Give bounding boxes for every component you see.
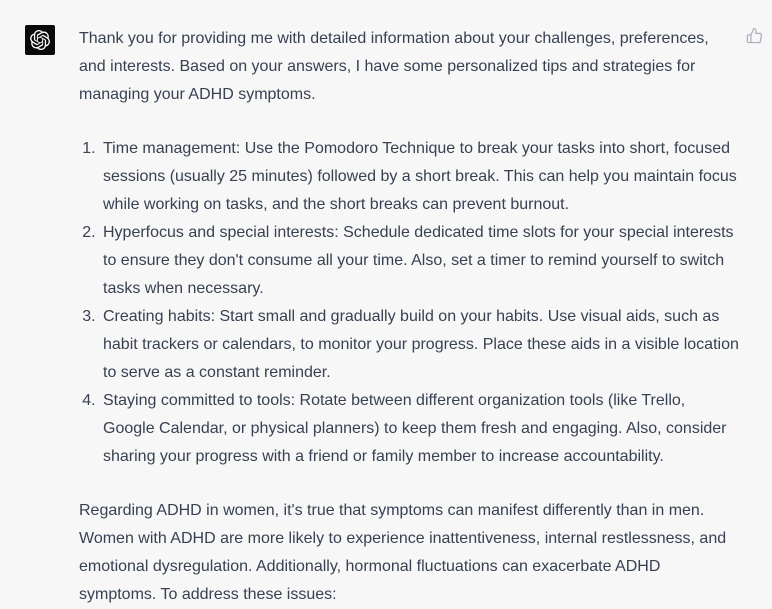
- assistant-avatar: [25, 25, 55, 55]
- closing-paragraph: Regarding ADHD in women, it's true that symptoms can manifest differently than in men. Women with ADHD are more likely to experience inattentiveness, internal restlessness, and emotional dysregulation. Additionally, hormonal fluctuations can exacerbate ADHD symptoms. To address these issues:: [79, 502, 727, 603]
- list-item-staying-committed: 4. Staying committed to tools: Rotate between different organization tools (like Trello, Google Calendar, or physical planners) to keep them fresh and engaging. Also, consider sharing your progress with a friend or family member to increase accountability.: [100, 387, 739, 471]
- list-item-creating-habits: 3. Creating habits: Start small and gradually build on your habits. Use visual aids, such as habit trackers or calendars, to monitor your progress. Place these aids in a visible location to serve as a constant reminder.: [100, 303, 739, 387]
- list-item-hyperfocus: 2. Hyperfocus and special interests: Schedule dedicated time slots for your special interests to ensure they don't consume all your time. Also, set a timer to remind yourself to switch tasks when necessary.: [100, 219, 739, 303]
- thumbs-up-icon: [746, 32, 763, 47]
- list-item-time-management: 1. Time management: Use the Pomodoro Technique to break your tasks into short, focused sessions (usually 25 minutes) followed by a short break. This can help you maintain focus while working on tasks, and the short breaks can prevent burnout.: [100, 135, 739, 219]
- thumbs-up-button[interactable]: [746, 27, 763, 44]
- openai-logo-icon: [30, 30, 50, 50]
- intro-paragraph: Thank you for providing me with detailed information about your challenges, preferences, and interests. Based on your answers, I have some personalized tips and strategies for managing your ADHD symptoms.: [79, 30, 709, 103]
- message-content: [79, 25, 739, 609]
- tips-list: [79, 135, 739, 471]
- message-actions: [746, 25, 763, 49]
